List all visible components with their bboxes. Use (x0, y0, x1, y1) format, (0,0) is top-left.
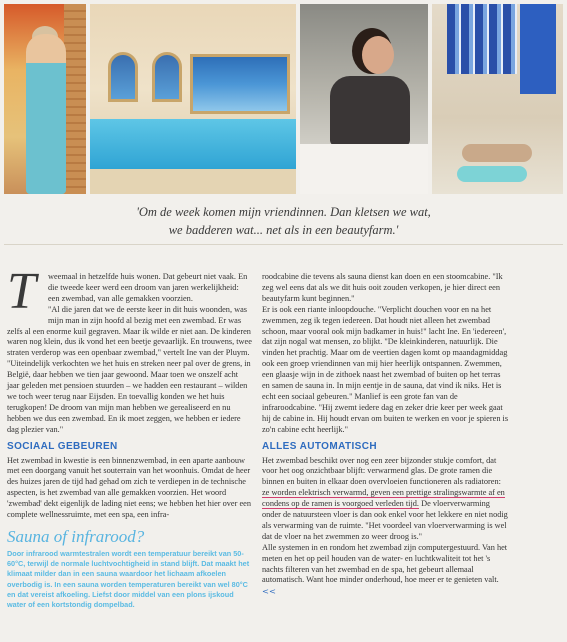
paragraph-part: Het zwembad beschikt over nog een zeer bijzonder stukje comfort, dat voor het oog onzichtbaar blijft: verwarmend glas. De grote ramen die binnen en buiten in elkaar doen overvloeien functioneren als radiatoren: (262, 455, 501, 487)
right-column (262, 272, 509, 598)
pull-quote (60, 203, 507, 239)
sidebar-box-title: Sauna of infrarood? (7, 526, 145, 546)
sauna-photo (4, 4, 86, 194)
divider (4, 244, 563, 245)
pool-photo (90, 4, 296, 194)
photo-strip (0, 0, 567, 197)
body-paragraph: roodcabine die tevens als sauna dienst kan doen en een stoomcabine. "Ik zeg wel eens dat als we dit huis ooit zouden verkopen, je hier direct een beautyfarm kunt beginnen." (262, 272, 503, 303)
body-paragraph (262, 456, 509, 543)
intro-paragraph (7, 263, 252, 320)
body-paragraph: Er is ook een riante inloopdouche. "Verplicht douchen voor en na het zwemmen, zeg ik tegen iedereen. Dat houdt niet alleen het zwembad schoon, maar vooral ook mijn badkamer in huis!" lacht Ine. En 'iedereen', dat zijn nogal wat mensen, zo blijkt. "De kleinkinderen, natuurlijk. Die vinden het prachtig. Maar om de veertien dagen komt op maandagmiddag ook een groep vriendinnen van mij hier heerlijk ontspannen. Zwemmen, een glaasje wijn in de zithoek naast het zwembad of buiten op het terras en samen de sauna in. In mijn eentje in de sauna, dat vind ik niks. Het is echt een sociaal gebeuren." Manlief is een grote fan van de infraroodcabine. "Hij zwemt iedere dag en zeker drie keer per week gaat hij de cabine in. Hij houdt ervan om buiten te werken en voor je spieren is zo'n cabine echt heerlijk." (262, 304, 509, 434)
body-paragraph: Het zwembad in kwestie is een binnenzwembad, in een aparte aanbouw met een doorgang vanuit het souterrain van het woonhuis. Omdat de heer des huizes jaren de tijd had gehad om zich te verdiepen in de technische aspecten, is het zwembad van alle gemakken voorzien. Het woord 'zwembad' dekt eigenlijk de lading niet eens; we hebben het hier over een complete wellnessruimte, met een spa, een infra- (7, 455, 251, 520)
drop-cap: T (7, 263, 36, 320)
towels-slippers-photo (432, 4, 563, 194)
section-heading-sociaal: SOCIAAL GEBEUREN (7, 440, 118, 452)
highlighted-text: ze worden elektrisch verwarmd, geven een prettige stralingswarmte af en condens op de ramen is voorgoed verleden tijd. (262, 488, 505, 509)
intro-text: weemaal in hetzelfde huis wonen. Dat gebeurt niet vaak. En die tweede keer werd een droom van jaren werkelijkheid: een zwembad, van alle gemakken voorzien. (48, 272, 248, 303)
paragraph-part: De vloerverwarming onder de natuursteen vloer is dan ook enkel voor het lekkere en niet nodig als verwarming van de ruimte. "Het voordeel van vloerverwarming is wel dat de vloer na het zwemmen zo weer droog is." (262, 499, 508, 541)
body-paragraph: "Al die jaren dat we de eerste keer in dit huis woonden, was mijn man in zijn hoofd al bezig met een zwembad. Er was zelfs al een enorme kuil gegraven. Maar ik wilde er niet aan. De kinderen waren nog klein, dus ik vond het een beetje gevaarlijk. En trouwens, twee straten verderop was een openbaar zwembad," vertelt Ine van der Pluym. "Uiteindelijk verkochten we het huis en streken neer pal over de grens, in België, daar hebben we tien jaar gewoond. Maar toen we onszelf acht jaar geleden met pensioen stuurden – we hadden een restaurant – wilden we toch weer terug naar Eijsden. En toevallig konden we het huis terugkopen! De droom van mijn man hebben we gerealiseerd en nu hebben we dus een zwembad. En ik moet zeggen, we hebben er iedere dag plezier van." (7, 304, 252, 434)
end-mark-icon: << (262, 586, 276, 597)
pull-quote-line-2: we badderen wat... net als in een beautyfarm.' (168, 223, 399, 237)
body-paragraph (262, 543, 509, 599)
sidebar-box-text: Door infrarood warmtestralen wordt een temperatuur bereikt van 50-60°C, terwijl de normale luchtvochtigheid in stand blijft. Dat maakt het klimaat milder dan in een sauna waardoor het lichaam afkoelen overbodig is. In een sauna worden temperaturen bereikt van wel 80°C en dat vereist afkoeling. Liefst door middel van een plons ijskoud water of een kortstondig dompelbad. (7, 548, 250, 609)
section-heading-automatisch: ALLES AUTOMATISCH (262, 440, 377, 452)
pull-quote-line-1: 'Om de week komen mijn vriendinnen. Dan kletsen we wat, (136, 205, 431, 219)
left-column (7, 263, 252, 610)
relaxing-woman-photo (300, 4, 428, 194)
closing-text: Alle systemen in en rondom het zwembad zijn computergestuurd. Van het meten en het op peil houden van de water- en luchtkwaliteit tot het 's nachts filteren van het zwembad en de spa, het gebeurt allemaal automatisch. Want hoe minder onderhoud, hoe meer er te genieten valt. (262, 542, 508, 585)
